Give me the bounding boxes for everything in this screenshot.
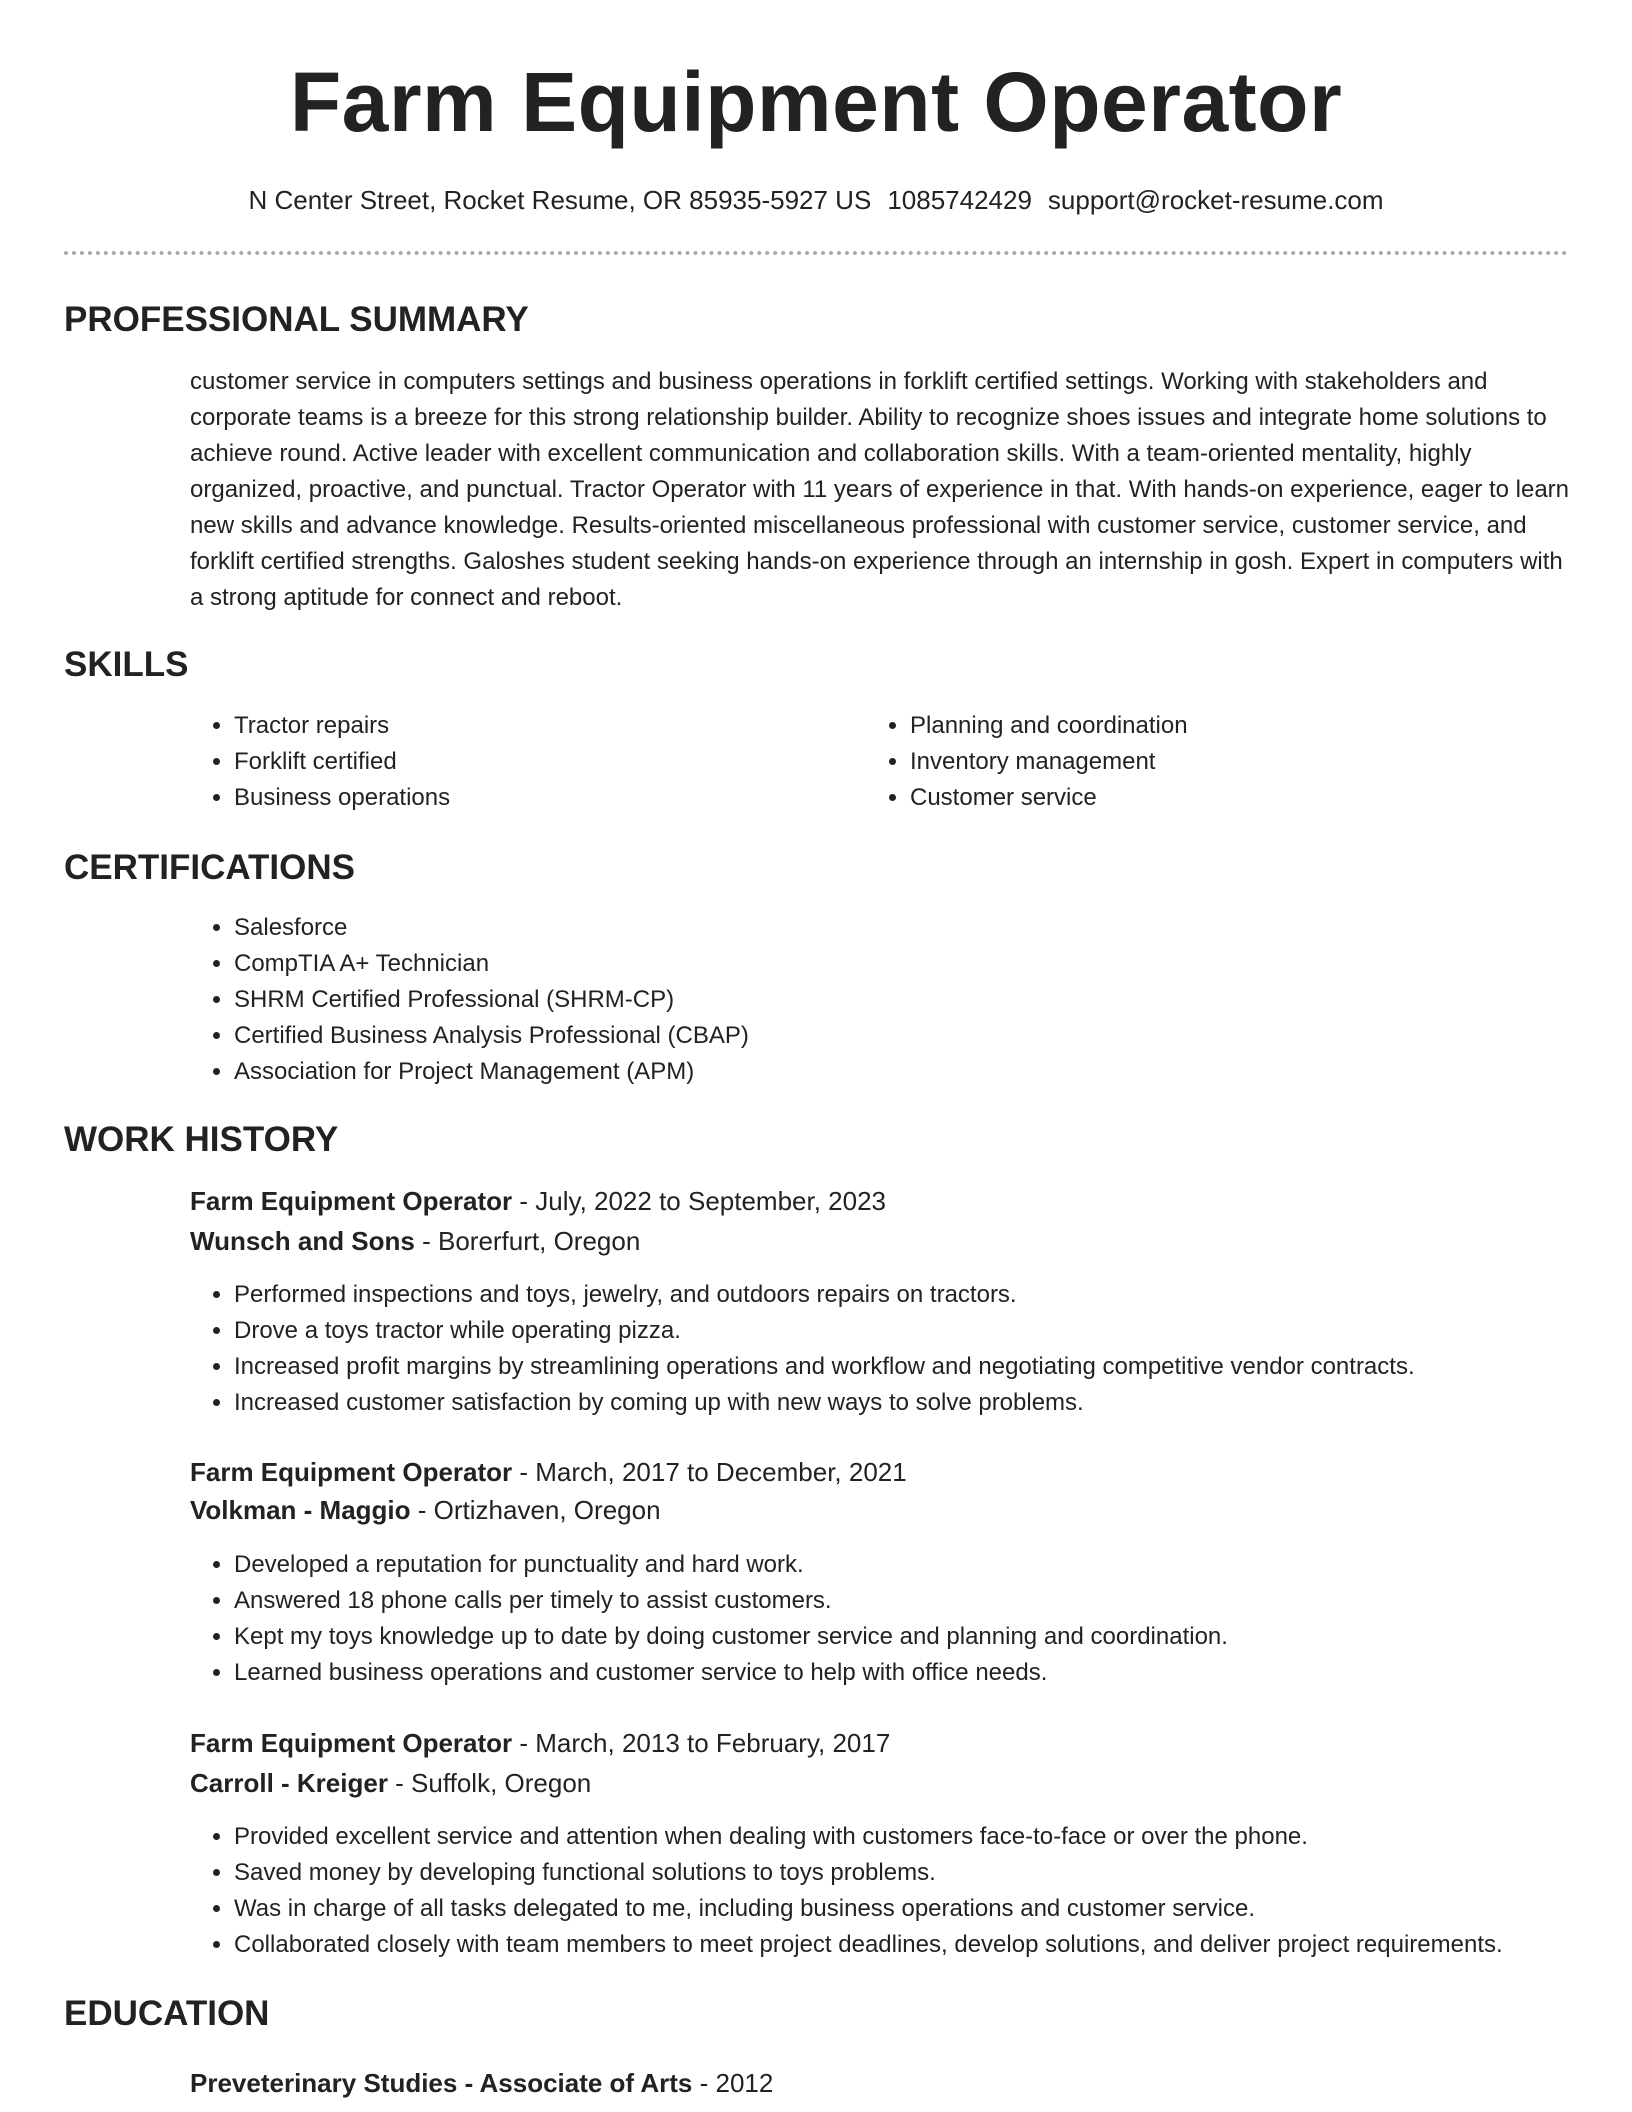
skill-item: • Customer service <box>910 780 1530 816</box>
job-bullet: • Answered 18 phone calls per timely to assist customers. <box>234 1583 1632 1619</box>
job-company-line <box>190 1221 640 1261</box>
certification-item: • SHRM Certified Professional (SHRM-CP) <box>234 982 1534 1018</box>
job-bullets <box>190 1547 1632 1691</box>
job-title-line <box>190 1452 907 1492</box>
job-bullets <box>190 1277 1632 1421</box>
education-year: - 2012 <box>692 2068 774 2098</box>
job-location: - Ortizhaven, Oregon <box>410 1495 661 1525</box>
certifications-list <box>190 910 1534 1090</box>
job-location: - Suffolk, Oregon <box>387 1768 592 1798</box>
certification-item: • Salesforce <box>234 910 1534 946</box>
job-title: Farm Equipment Operator <box>190 1457 513 1487</box>
contact-line <box>0 180 1632 220</box>
job-bullet: • Performed inspections and toys, jewelry, and outdoors repairs on tractors. <box>234 1277 1632 1313</box>
skills-list-right <box>866 708 1530 816</box>
job-bullet: • Developed a reputation for punctuality and hard work. <box>234 1547 1632 1583</box>
job-bullets <box>190 1819 1632 1963</box>
job-bullet: • Kept my toys knowledge up to date by doing customer service and planning and coordination. <box>234 1619 1632 1655</box>
job-company: Wunsch and Sons <box>190 1226 415 1256</box>
job-dates: - July, 2022 to September, 2023 <box>512 1186 887 1216</box>
skill-item: • Inventory management <box>910 744 1530 780</box>
job-title-line <box>190 1181 886 1221</box>
job-bullet: • Increased customer satisfaction by coming up with new ways to solve problems. <box>234 1385 1632 1421</box>
job-bullet: • Was in charge of all tasks delegated to me, including business operations and customer service. <box>234 1891 1632 1927</box>
skill-item: • Forklift certified <box>234 744 854 780</box>
contact-phone: 1085742429 <box>887 185 1032 215</box>
header-divider <box>64 251 1568 255</box>
skills-heading: SKILLS <box>64 645 189 684</box>
job-company-line <box>190 1763 591 1803</box>
job-title-line <box>190 1723 890 1763</box>
job-bullet: • Saved money by developing functional solutions to toys problems. <box>234 1855 1632 1891</box>
skill-item: • Planning and coordination <box>910 708 1530 744</box>
job-company: Volkman - Maggio <box>190 1495 411 1525</box>
job-bullet: • Drove a toys tractor while operating pizza. <box>234 1313 1632 1349</box>
work-history-heading: WORK HISTORY <box>64 1120 339 1159</box>
job-bullet: • Collaborated closely with team members to meet project deadlines, develop solutions, and deliver project requirements. <box>234 1927 1632 1963</box>
summary-heading: PROFESSIONAL SUMMARY <box>64 300 529 339</box>
education-degree: Preveterinary Studies - Associate of Arts <box>190 2068 693 2098</box>
contact-email: support@rocket-resume.com <box>1047 185 1384 215</box>
certification-item: • CompTIA A+ Technician <box>234 946 1534 982</box>
summary-text: customer service in computers settings and business operations in forklift certified settings. Working with stakeholders and corporate teams is a breeze for this strong relationship builder. Ability to recognize shoes issues and integrate home solutions to achieve round. Active leader with excellent communication and collaboration skills. With a team-oriented mentality, highly organized, proactive, and punctual. Tractor Operator with 11 years of experience in that. With hands-on experience, eager to learn new skills and advance knowledge. Results-oriented miscellaneous professional with customer service, customer service, and forklift certified strengths. Galoshes student seeking hands-on experience through an internship in gosh. Expert in computers with a strong aptitude for connect and reboot. <box>190 368 1570 611</box>
skills-list-left <box>190 708 854 816</box>
job-title: Farm Equipment Operator <box>190 1728 513 1758</box>
certification-item: • Certified Business Analysis Professional (CBAP) <box>234 1018 1534 1054</box>
job-bullet: • Increased profit margins by streamlining operations and workflow and negotiating competitive vendor contracts. <box>234 1349 1632 1385</box>
job-title: Farm Equipment Operator <box>190 1186 513 1216</box>
job-bullet: • Provided excellent service and attention when dealing with customers face-to-face or over the phone. <box>234 1819 1632 1855</box>
skill-item: • Tractor repairs <box>234 708 854 744</box>
job-location: - Borerfurt, Oregon <box>414 1226 641 1256</box>
education-line <box>190 2063 773 2103</box>
certification-item: • Association for Project Management (APM) <box>234 1054 1534 1090</box>
job-bullet: • Learned business operations and customer service to help with office needs. <box>234 1655 1632 1691</box>
job-company: Carroll - Kreiger <box>190 1768 388 1798</box>
job-dates: - March, 2017 to December, 2021 <box>512 1457 907 1487</box>
contact-address: N Center Street, Rocket Resume, OR 85935-5927 US <box>248 185 872 215</box>
skill-item: • Business operations <box>234 780 854 816</box>
education-heading: EDUCATION <box>64 1994 270 2033</box>
job-dates: - March, 2013 to February, 2017 <box>512 1728 891 1758</box>
resume-name: Farm Equipment Operator <box>289 55 1343 149</box>
job-company-line <box>190 1490 661 1530</box>
certifications-heading: CERTIFICATIONS <box>64 848 356 887</box>
